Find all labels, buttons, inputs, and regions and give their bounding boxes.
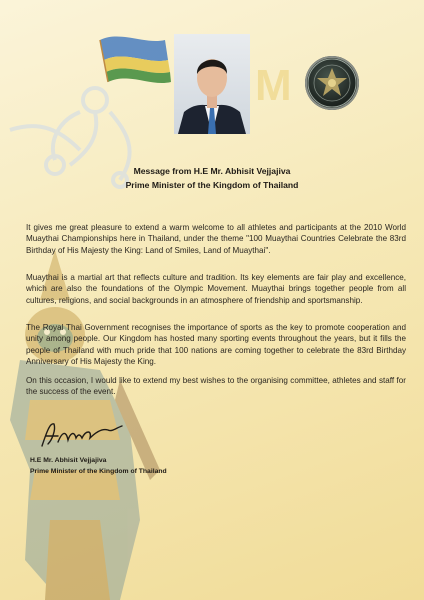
paragraph-government: The Royal Thai Government recognises the importance of sports as the key to promote cooperation and unity among people. Our Kingdom has hosted many sporting events throughout the years, but it fills the people of Thailand with much pride that 100 nations are coming together to celebrate the 83rd Birthday Anniversary of His Majesty the King. xyxy=(26,323,406,366)
portrait-photo xyxy=(174,34,250,134)
person-icon xyxy=(174,34,250,134)
paragraph-martial-art: Muaythai is a martial art that reflects culture and tradition. Its key elements are fair play and excellence, which are also the foundations of the Olympic Movement. Muaythai brings together people from all cultures, religions, and social backgrounds in an atmosphere of friendship and sportsmanship. xyxy=(26,273,406,305)
message-heading: Message from H.E Mr. Abhisit Vejjajiva xyxy=(133,166,291,176)
emblem-seal xyxy=(305,56,359,110)
message-subheading: Prime Minister of the Kingdom of Thailand xyxy=(125,180,299,190)
signatory-name: H.E Mr. Abhisit Vejjajiva xyxy=(30,457,107,464)
signatory-title: Prime Minister of the Kingdom of Thailand xyxy=(30,468,167,475)
paragraph-best-wishes: On this occasion, I would like to extend my best wishes to the organising committee, athletes and staff for the success of the event. xyxy=(26,376,406,397)
watermark-letter: M xyxy=(255,61,292,110)
paragraph-welcome: It gives me great pleasure to extend a warm welcome to all athletes and participants at the 2010 World Muaythai Championships here in Thailand, under the theme "100 Muaythai Countries Celebrate the 83rd Birthday of His Majesty the King: Land of Smiles, Land of Muaythai". xyxy=(26,223,406,255)
royal-seal-icon xyxy=(305,56,359,110)
handwritten-signature xyxy=(36,416,126,452)
flag-icon xyxy=(100,36,171,83)
